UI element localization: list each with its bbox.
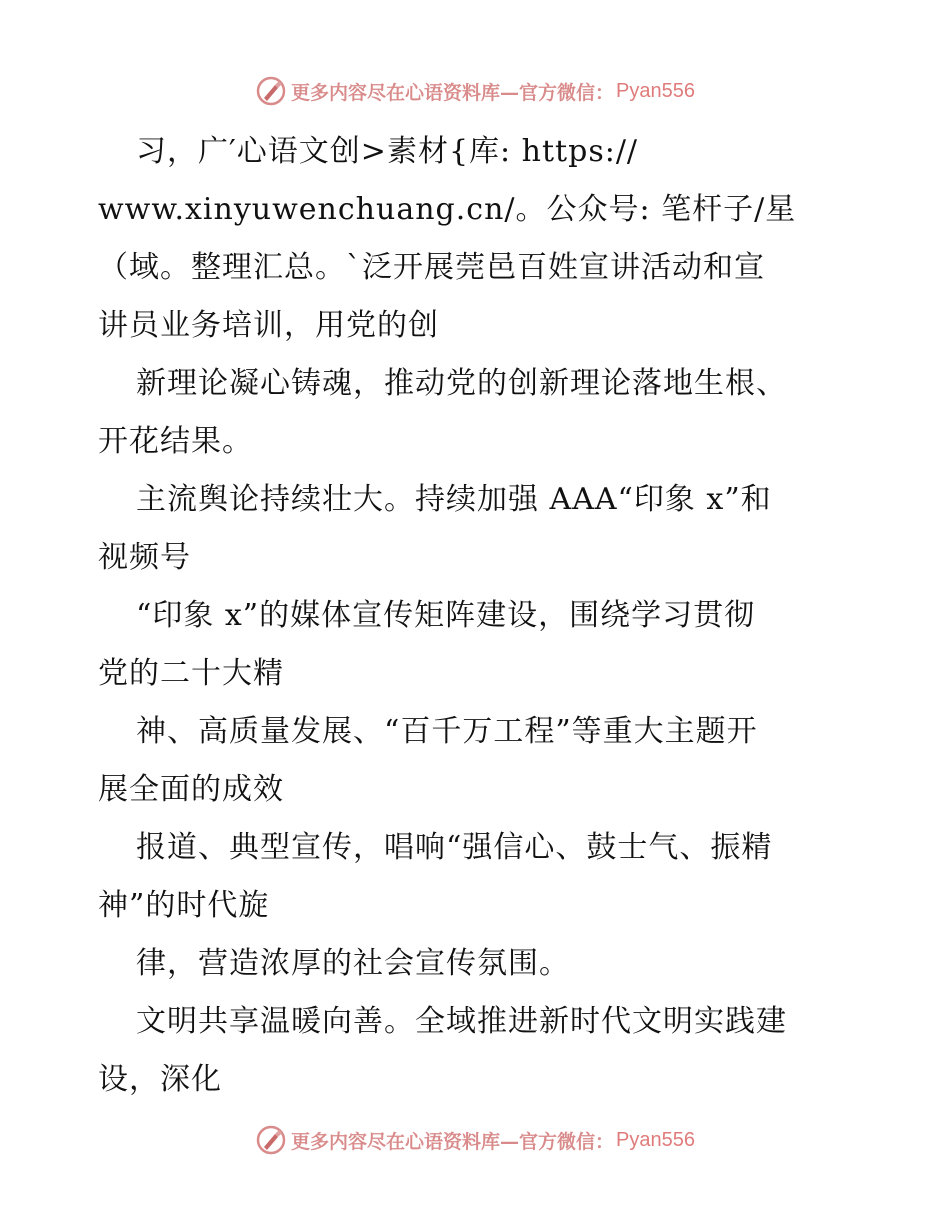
footer-watermark bbox=[0, 1120, 950, 1160]
body-line: 文明共享温暖向善。全域推进新时代文明实践建 bbox=[136, 1004, 787, 1039]
document-body bbox=[98, 123, 858, 1109]
body-line: 讲员业务培训，用党的创 bbox=[98, 308, 439, 343]
footer-slogan: 更多内容尽在心语资料库—官方微信： bbox=[291, 1130, 615, 1153]
body-line: 习，广′心语文创>素材{库: https:// bbox=[136, 134, 639, 169]
body-line: 律，营造浓厚的社会宣传氛围。 bbox=[136, 946, 570, 981]
header-account: Pyan556 bbox=[616, 79, 695, 102]
body-line: （域。整理汇总。`泛开展莞邑百姓宣讲活动和宣 bbox=[98, 250, 765, 285]
pen-logo-icon bbox=[255, 75, 287, 107]
body-line: “印象 x”的媒体宣传矩阵建设，围绕学习贯彻 bbox=[136, 598, 756, 633]
body-line: 报道、典型宣传，唱响“强信心、鼓士气、振精 bbox=[136, 830, 773, 865]
body-line: 神、高质量发展、“百千万工程”等重大主题开 bbox=[136, 714, 758, 749]
body-line: 开花结果。 bbox=[98, 424, 253, 459]
header-slogan: 更多内容尽在心语资料库—官方微信： bbox=[291, 81, 615, 104]
body-line: 新理论凝心铸魂，推动党的创新理论落地生根、 bbox=[136, 366, 787, 401]
header-watermark bbox=[0, 71, 950, 111]
body-line: 党的二十大精 bbox=[98, 656, 284, 691]
body-line: 展全面的成效 bbox=[98, 772, 284, 807]
footer-account: Pyan556 bbox=[616, 1128, 695, 1151]
pen-logo-icon bbox=[255, 1124, 287, 1156]
body-line: 视频号 bbox=[98, 540, 191, 575]
body-line: 主流舆论持续壮大。持续加强 AAA“印象 x”和 bbox=[136, 482, 772, 517]
body-line: 设，深化 bbox=[98, 1062, 222, 1097]
body-line: www.xinyuwenchuang.cn/。公众号: 笔杆子/星 bbox=[98, 192, 797, 227]
body-line: 神”的时代旋 bbox=[98, 888, 270, 923]
